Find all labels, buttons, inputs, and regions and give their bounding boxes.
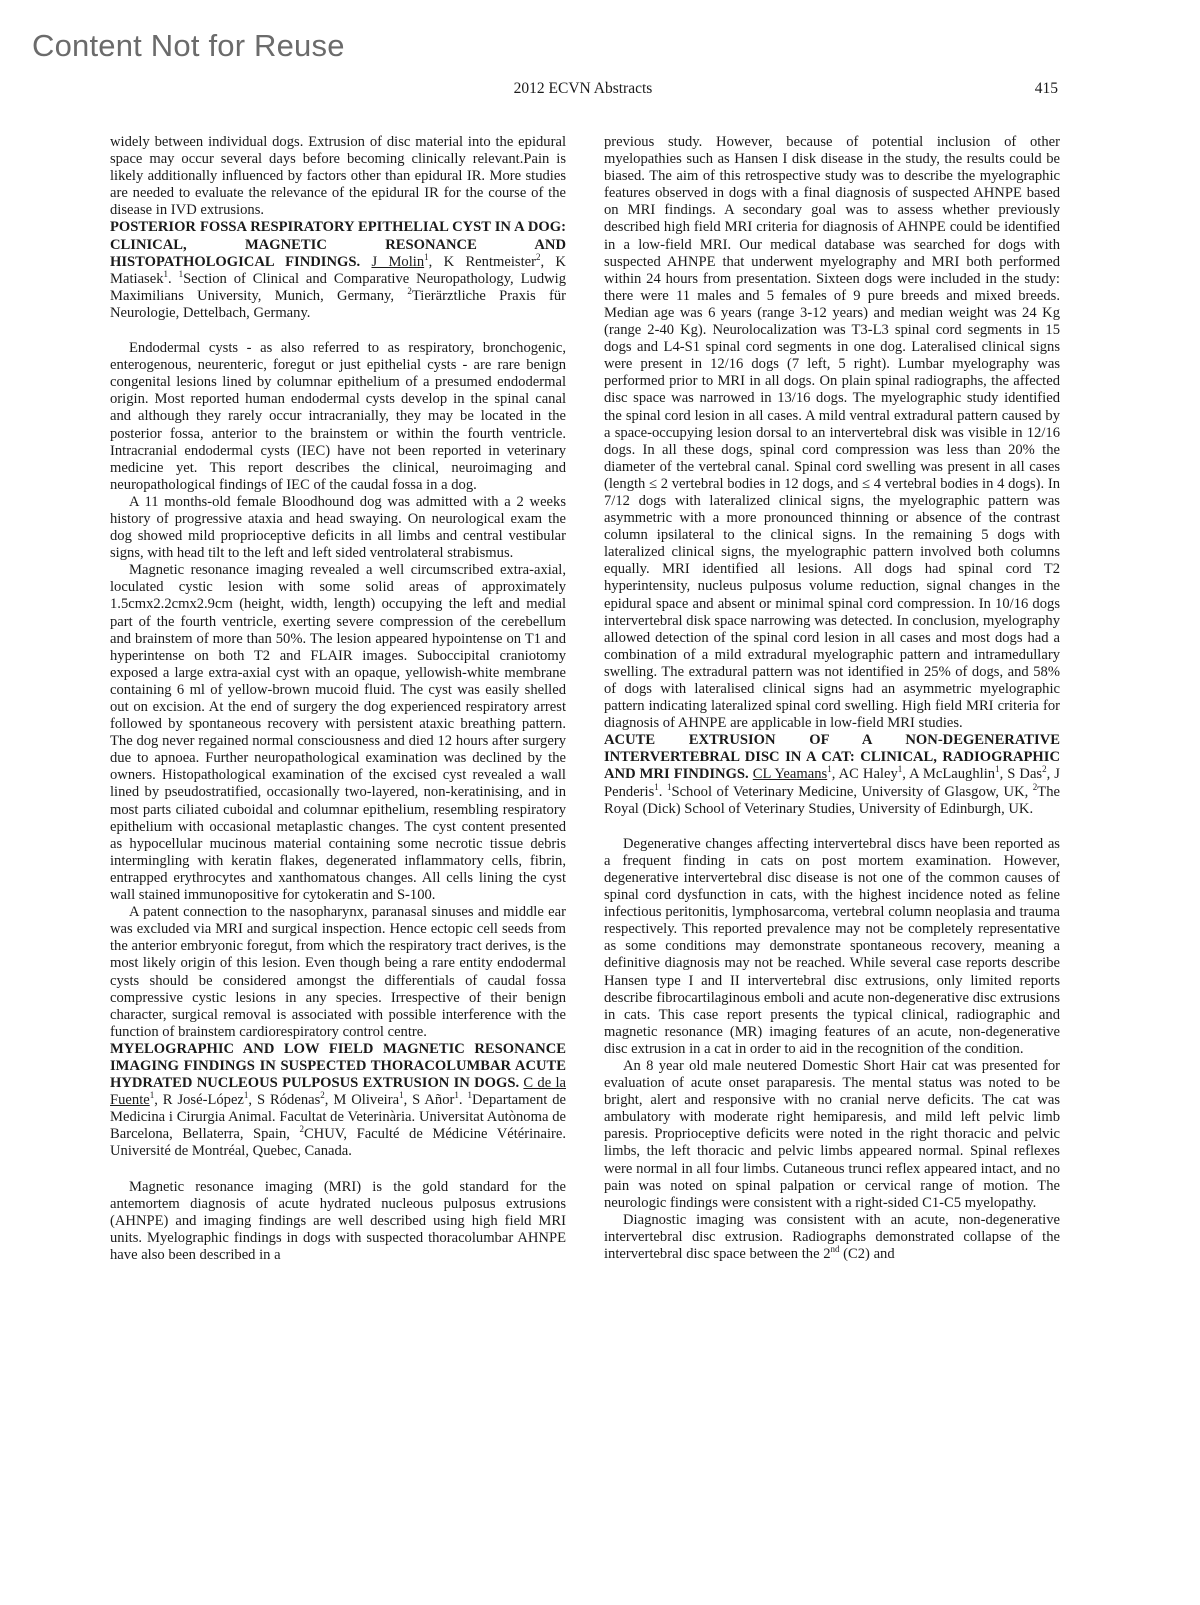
abstract-heading: [110, 219, 566, 322]
author: , J Penderis: [604, 766, 1060, 800]
right-column: [604, 134, 1060, 1263]
abstract-title: ACUTE EXTRUSION OF A NON-DEGENERATIVE INTERVERTEBRAL DISC IN A CAT: CLINICAL, RADIOGRAPHIC AND MRI FINDINGS.: [604, 732, 1060, 783]
running-head: [108, 80, 1058, 102]
abstract-heading: [604, 732, 1060, 817]
affiliation-marker: 2: [535, 251, 541, 262]
author: , AC Haley: [831, 766, 898, 783]
affiliation-marker: 1: [454, 1090, 459, 1101]
affiliation-marker: 1: [654, 781, 659, 792]
abstract-paragraph: Magnetic resonance imaging revealed a well circumscribed extra-axial, loculated cystic lesion with some solid areas of approximately 1.5cmx2.2cmx2.9cm (height, width, length) occupying the left and medial part of the fourth ventricle, exerting severe compression of the cerebellum and brainstem of more than 50%. The lesion appeared hypointense on T1 and hyperintense on both T2 and FLAIR images. Suboccipital craniotomy exposed a large extra-axial cyst with an opaque, yellowish-white membrane containing 6 ml of yellow-brown mucoid fluid. The cyst was easily shelled out on excision. At the end of surgery the dog experienced respiratory arrest followed by spontaneous recovery with persistent ataxic breathing pattern. The dog never regained normal consciousness and died 12 hours after surgery due to apnoea. Further neuropathological examination was declined by the owners. Histopathological examination of the excised cyst revealed a wall lined by pseudostratified, occasionally two-layered, non-keratinising, and in most parts ciliated cuboidal and columnar epithelium, resembling respiratory epithelium with occasional metaplastic changes. The cyst content presented as hypocellular mucinous material containing some necrotic tissue debris intermingling with keratin flakes, degenerated inflammatory cells, fibrin, entrapped erythrocytes and xanthomatous changes. All cells lining the cyst wall stained immunopositive for cytokeratin and S-100.: [110, 562, 566, 904]
paragraph-text: Diagnostic imaging was consistent with an acute, non-degenerative intervertebral disc extrusion. Radiographs demonstrated collapse of the intervertebral disc space between the 2: [604, 1211, 1060, 1262]
affiliation: CHUV, Faculté de Médicine Vétérinaire. Université de Montréal, Quebec, Canada.: [110, 1126, 566, 1160]
journal-title: 2012 ECVN Abstracts: [513, 80, 653, 97]
abstract-paragraph: Endodermal cysts - as also referred to as respiratory, bronchogenic, enterogenous, neurenteric, foregut or just epithelial cysts - are rare benign congenital lesions lined by columnar epithelium of a presumed endodermal origin. Most reported human endodermal cysts develop in the spinal canal and although they rarely occur intracranially, they may be located in the posterior fossa, anterior to the brainstem or within the fourth ventricle. Intracranial endodermal cysts (IEC) have not been reported in veterinary medicine yet. This report describes the clinical, neuroimaging and neuropathological findings of IEC of the caudal fossa in a dog.: [110, 340, 566, 493]
separator: .: [458, 1092, 468, 1109]
affiliation-marker: 2: [1042, 764, 1047, 775]
abstract-title: MYELOGRAPHIC AND LOW FIELD MAGNETIC RESONANCE IMAGING FINDINGS IN SUSPECTED THORACOLUMBAR ACUTE HYDRATED NUCLEOUS PULPOSUS EXTRUSION IN DOGS.: [110, 1040, 566, 1092]
affiliation-marker: 2: [407, 285, 412, 296]
affiliation: Section of Clinical and Comparative Neuropathology, Ludwig Maximilians University, Munich, Germany,: [110, 270, 567, 304]
abstract-paragraph: [604, 1212, 1060, 1263]
affiliation-marker: 1: [149, 1090, 155, 1101]
affiliation-marker: 1: [424, 251, 429, 262]
abstract-title: POSTERIOR FOSSA RESPIRATORY EPITHELIAL CYST IN A DOG: CLINICAL, MAGNETIC RESONANCE AND HISTOPATHOLOGICAL FINDINGS.: [110, 219, 566, 270]
watermark-text: Content Not for Reuse: [32, 28, 345, 63]
ordinal-suffix: nd: [830, 1244, 840, 1255]
affiliation-marker: 2: [299, 1124, 304, 1135]
abstract-paragraph: Magnetic resonance imaging (MRI) is the gold standard for the antemortem diagnosis of acute hydrated nucleous pulposus extrusions (AHNPE) and imaging findings are well described using high field MRI units. Myelographic findings in dogs with suspected thoracolumbar AHNPE have also been described in a: [110, 1178, 566, 1263]
presenting-author: CL Yeamans: [752, 766, 828, 783]
affiliation-marker: 1: [243, 1090, 249, 1101]
affiliation-marker: 2: [1032, 781, 1038, 792]
affiliation-marker: 1: [467, 1090, 472, 1101]
author: , S Ródenas: [248, 1092, 321, 1109]
abstract-paragraph: A patent connection to the nasopharynx, paranasal sinuses and middle ear was excluded via MRI and surgical inspection. Hence ectopic cell seeds from the anterior embryonic foregut, from which the respiratory tract derives, is the most likely origin of this lesion. Even though being a rare entity endodermal cysts should be considered amongst the differentials of caudal fossa compressive cystic lesions in any species. Irrespective of their benign character, surgical removal is associated with possible interference with the function of brainstem cardiorespiratory control centre.: [110, 904, 566, 1040]
abstract-paragraph: An 8 year old male neutered Domestic Short Hair cat was presented for evaluation of acute onset paraparesis. The mental status was noted to be bright, alert and responsive with no cranial nerve deficits. The cat was ambulatory with moderate right hemiparesis, and mild left pelvic limb paresis. Proprioceptive deficits were noted in the right thoracic and pelvic limbs, the left thoracic and pelvic limbs appeared normal. Spinal reflexes were normal in all four limbs. Cutaneous trunci reflex appeared intact, and no pain was noted on spinal palpation or cervical range of motion. The neurologic findings were consistent with a right-sided C1-C5 myelopathy.: [604, 1057, 1060, 1211]
page-number: 415: [1034, 80, 1058, 97]
affiliation-marker: 1: [178, 268, 184, 279]
affiliation-marker: 1: [897, 764, 903, 775]
abstract-paragraph: Degenerative changes affecting intervertebral discs have been reported as a frequent finding in cats on post mortem examination. However, degenerative intervertebral disc disease is not one of the common causes of spinal cord dysfunction in cats, with the highest incidence noted as feline infectious peritonitis, lymphosarcoma, vertebral column neoplasia and trauma respectively. This reported prevalence may not be completely representative as some conditions may demonstrate spontaneous recovery, meaning a definitive diagnosis may not be reached. While several case reports describe Hansen type I and II intervertebral disc extrusions, only limited reports describe fibrocartilaginous emboli and acute non-degenerative disc extrusions in cats. This case report presents the typical clinical, radiographic and magnetic resonance (MR) imaging features of an acute, non-degenerative disc extrusion in a cat in order to aid in the recognition of the condition.: [604, 835, 1060, 1057]
continued-paragraph: widely between individual dogs. Extrusion of disc material into the epidural space may occur several days before becoming clinically relevant.Pain is likely additionally influenced by factors other than epidural IR. More studies are needed to evaluate the relevance of the epidural IR for the course of the disease in IVD extrusions.: [110, 134, 566, 219]
affiliation-marker: 1: [995, 764, 1000, 775]
affiliation-marker: 2: [320, 1090, 325, 1101]
author: , K Matiasek: [110, 253, 566, 287]
author: , M Oliveira: [324, 1092, 400, 1109]
affiliation-marker: 1: [666, 781, 672, 792]
affiliation: Tierärztliche Praxis für Neurologie, Dettelbach, Germany.: [110, 287, 566, 321]
continued-paragraph: previous study. However, because of potential inclusion of other myelopathies such as Hansen I disk disease in the study, the results could be biased. The aim of this retrospective study was to describe the myelographic features observed in dogs with a final diagnosis of suspected AHNPE based on MRI findings. A secondary goal was to assess whether previously described high field MRI criteria for diagnosis of AHNPE could be identified in a low-field MRI. Our medical database was searched for dogs with suspected AHNPE that underwent myelography and MRI both performed within 24 hours from presentation. Sixteen dogs were included in the study: there were 11 males and 5 females of 9 pure breeds and mixed breeds. Median age was 6 years (range 3-12 years) and median weight was 24 Kg (range 2-40 Kg). Neurolocalization was T3-L3 spinal cord segments in 15 dogs and L4-S1 spinal cord segments in one dog. Lateralised clinical signs were present in 12/16 dogs (7 left, 5 right). Lumbar myelography was performed prior to MRI in all dogs. On plain spinal radiographs, the affected disc space was narrowed in 13/16 dogs. The myelographic study identified the spinal cord lesion in all cases. A mild ventral extradural pattern caused by a space-occupying lesion dorsal to an intervertebral disk was visible in 12/16 dogs. In all these dogs, spinal cord compression was less than 20% the diameter of the vertebral canal. Spinal cord swelling was present in all cases (length ≤ 2 vertebral bodies in 12 dogs, and ≤ 4 vertebral bodies in 4 dogs). In 7/12 dogs with lateralized clinical signs, the myelographic pattern was asymmetric with a more pronounced thinning or absence of the contrast column ipsilateral to the clinical signs. In the remaining 5 dogs with lateralized clinical signs, the myelographic pattern involved both columns equally. MRI identified all lesions. All dogs had spinal cord T2 hyperintensity, nucleus pulposus volume reduction, signal changes in the epidural space and absent or minimal spinal cord compression. In 10/16 dogs intervertebral disk space narrowing was detected. In conclusion, myelography allowed detection of the spinal cord lesion in all cases and most dogs had a combination of a mild extradural myelographic pattern and intramedullary swelling. The extradural pattern was not identified in 25% of dogs, and 58% of dogs with lateralised clinical signs had an asymmetric myelographic pattern indicating lateralized spinal cord swelling. High field MRI criteria for diagnosis of AHNPE are applicable in low-field MRI studies.: [604, 134, 1060, 732]
presenting-author: C de la Fuente: [110, 1075, 566, 1109]
affiliation: The Royal (Dick) School of Veterinary Studies, University of Edinburgh, UK.: [604, 783, 1060, 817]
abstract-heading: [110, 1041, 566, 1161]
author: , A McLaughlin: [902, 766, 996, 783]
affiliation-marker: 1: [399, 1090, 404, 1101]
author: , R José-López: [154, 1092, 244, 1109]
separator: .: [658, 783, 667, 800]
separator: .: [168, 270, 179, 287]
author: , K Rentmeister: [428, 253, 536, 270]
author: , S Añor: [403, 1092, 455, 1109]
presenting-author: J Molin: [371, 253, 425, 270]
affiliation-marker: 1: [163, 268, 168, 279]
paragraph-text: (C2) and: [839, 1246, 895, 1262]
affiliation: Departament de Medicina i Cirurgia Animal. Facultat de Veterinària. Universitat Autònoma de Barcelona, Bellaterra, Spain,: [110, 1092, 567, 1143]
abstract-paragraph: A 11 months-old female Bloodhound dog was admitted with a 2 weeks history of progressive ataxia and head swaying. On neurological exam the dog showed mild proprioceptive deficits in all limbs and central vestibular signs, with head tilt to the left and left sided ventrolateral strabismus.: [110, 493, 566, 562]
author: , S Das: [999, 766, 1043, 783]
affiliation: School of Veterinary Medicine, University of Glasgow, UK,: [671, 783, 1033, 800]
affiliation-marker: 1: [827, 764, 832, 775]
left-column: [110, 134, 566, 1264]
